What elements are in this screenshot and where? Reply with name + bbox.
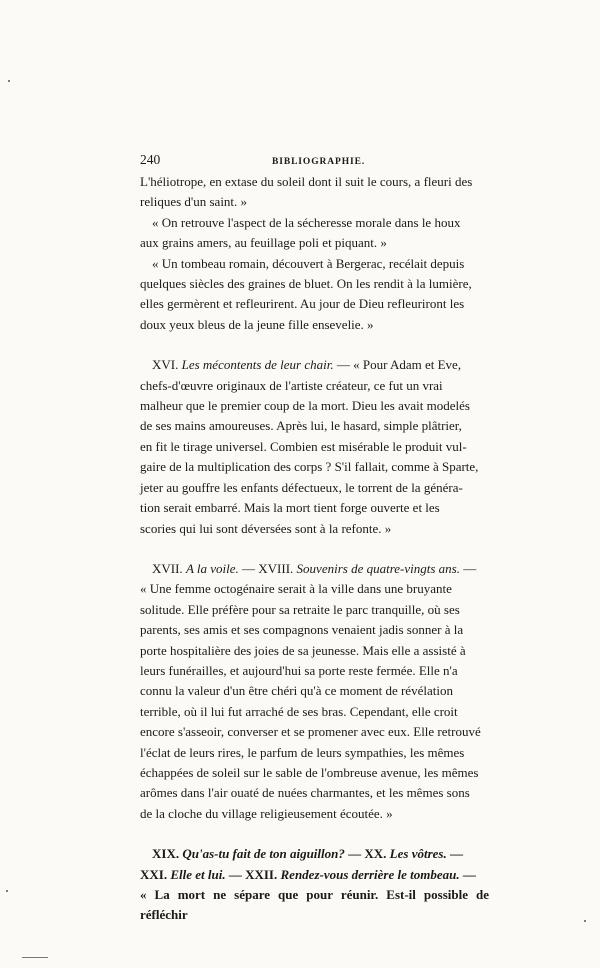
- section-title: Souvenirs de quatre-vingts ans.: [296, 560, 460, 576]
- text-line: L'héliotrope, en extase du soleil dont il suit le cours, a fleuri des: [140, 174, 473, 189]
- text-line: doux yeux bleus de la jeune fille ensevelie. »: [140, 316, 374, 332]
- paragraph-houx: [140, 213, 489, 254]
- text-line: parents, ses amis et ses compagnons venaient jadis sonner à la: [140, 622, 464, 638]
- ink-speck-right: [584, 920, 586, 922]
- page-header: [140, 152, 489, 172]
- text-line: de la cloche du village religieusement écoutée. »: [140, 805, 393, 821]
- section-title: Elle et lui.: [170, 866, 226, 882]
- running-title: BIBLIOGRAPHIE.: [272, 157, 366, 167]
- text-line: « On retrouve l'aspect de la sécheresse morale dans le houx: [152, 214, 461, 230]
- text-line: elles germèrent et refleurirent. Au jour de Dieu refleuriront les: [140, 296, 465, 312]
- text-line: de ses mains amoureuses. Après lui, le hasard, simple plâtrier,: [140, 418, 462, 434]
- section-number: XVII.: [152, 560, 183, 576]
- section-number: — XXII.: [228, 866, 278, 882]
- text-line: scories qui lui sont déversées sont à la refonte. »: [140, 520, 392, 536]
- text-line: tion serait embarré. Mais la mort tient forge ouverte et les: [140, 500, 440, 516]
- section-heading-line: [140, 844, 489, 864]
- section-number: XXI.: [140, 866, 168, 882]
- section-title: A la voile.: [185, 560, 239, 576]
- text-line: en fit le tirage universel. Combien est misérable le produit vul-: [140, 438, 467, 454]
- section-spacer: [140, 539, 489, 559]
- text-line: « Une femme octogénaire serait à la ville dans une bruyante: [140, 581, 452, 597]
- dash: —: [449, 846, 463, 862]
- section-title: Qu'as-tu fait de ton aiguillon?: [182, 846, 345, 862]
- text-line: quelques siècles des graines de bluet. On les rendit à la lumière,: [140, 276, 472, 292]
- dash: —: [462, 866, 476, 882]
- section-heading-line: [140, 865, 489, 885]
- ink-speck-top-left: [8, 80, 10, 82]
- section-number: XVI.: [152, 357, 179, 373]
- section-number: XIX.: [152, 846, 180, 862]
- text-line: arômes dans l'air ouaté de nuées charmantes, et les mêmes sons: [140, 785, 470, 801]
- text-line: leurs funérailles, et aujourd'hui sa porte reste fermée. Elle n'a: [140, 662, 458, 678]
- section-spacer: [140, 335, 489, 355]
- text-line: reliques d'un saint. »: [140, 194, 248, 210]
- text-span: — « Pour Adam et Eve,: [336, 357, 462, 373]
- text-line: chefs-d'œuvre originaux de l'artiste créateur, ce fut un vrai: [140, 377, 443, 393]
- text-line: encore s'asseoir, converser et se promener avec eux. Elle retrouvé: [140, 724, 481, 740]
- section-heading-line: [140, 559, 489, 579]
- dash: —: [463, 560, 477, 576]
- text-line: porte hospitalière des joies de sa jeunesse. Mais elle a assisté à: [140, 642, 466, 658]
- book-page: [140, 152, 489, 926]
- section-xvi: [140, 355, 489, 539]
- paragraph-heliotrope: [140, 172, 489, 213]
- section-heading-line: [140, 355, 489, 375]
- section-title: Les mécontents de leur chair.: [181, 357, 334, 373]
- text-line: jeter au gouffre les enfants défectueux, le torrent de la généra-: [140, 479, 463, 495]
- text-line: malheur que le premier coup de la mort. Dieu les avait modelés: [140, 398, 470, 414]
- text-line: échappées de soleil sur le sable de l'ombreuse avenue, les mêmes: [140, 764, 479, 780]
- text-line: gaire de la multiplication des corps ? S'il fallait, comme à Sparte,: [140, 459, 479, 475]
- text-line: connu la valeur d'un être chéri qu'à ce moment de révélation: [140, 683, 453, 699]
- paragraph-tombeau-romain: [140, 254, 489, 336]
- section-spacer: [140, 824, 489, 844]
- text-line: aux grains amers, au feuillage poli et piquant. »: [140, 235, 387, 251]
- text-line: « Un tombeau romain, découvert à Bergerac, recélait depuis: [152, 255, 465, 271]
- text-line: solitude. Elle préfère pour sa retraite le parc tranquille, où ses: [140, 601, 460, 617]
- section-xvii-xviii: [140, 559, 489, 824]
- section-title: Les vôtres.: [389, 846, 447, 862]
- section-xix-xxii: [140, 844, 489, 926]
- text-line: l'éclat de leurs rires, le parfum de leurs sympathies, les mêmes: [140, 744, 465, 760]
- page-number: 240: [140, 152, 161, 167]
- section-title: Rendez-vous derrière le tombeau.: [280, 866, 460, 882]
- text-line: terrible, où il lui fut arraché de ses bras. Cependant, elle croit: [140, 703, 458, 719]
- ink-speck-left: [6, 890, 8, 892]
- section-number: — XVIII.: [242, 560, 294, 576]
- bottom-margin-rule: [22, 957, 48, 958]
- section-number: — XX.: [348, 846, 387, 862]
- text-line: « La mort ne sépare que pour réunir. Est-il possible de réfléchir: [140, 887, 489, 923]
